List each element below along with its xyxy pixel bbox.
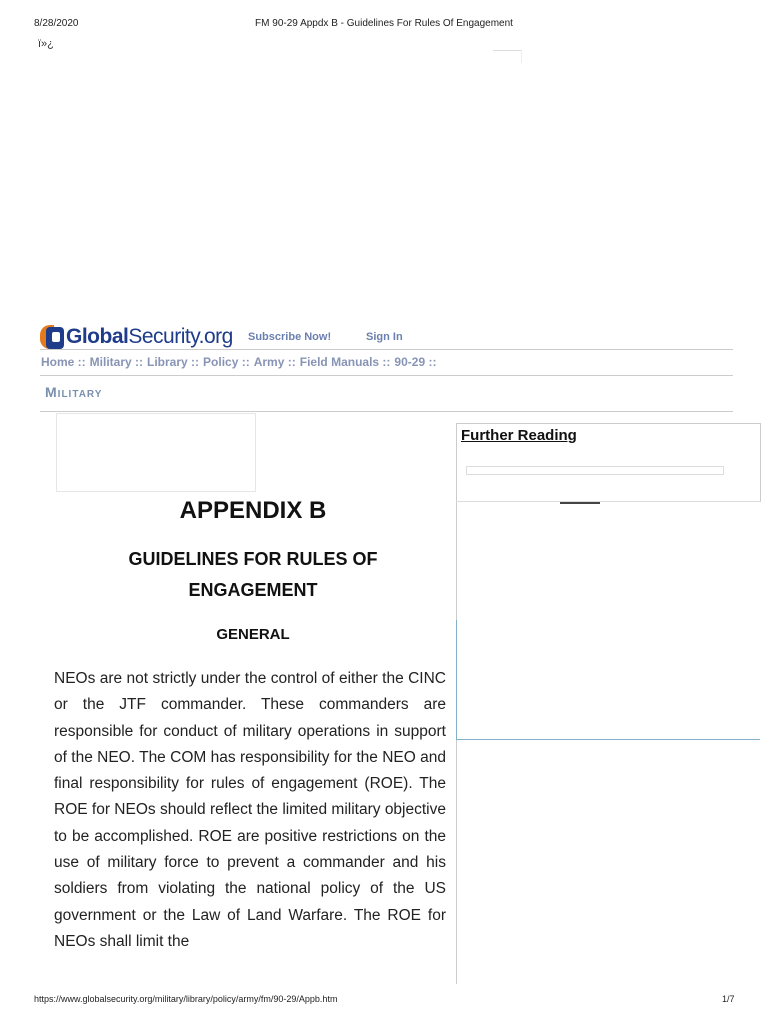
subscribe-link[interactable]: Subscribe Now! — [248, 331, 332, 343]
sign-in-link[interactable]: Sign In — [366, 331, 403, 343]
breadcrumb-90-29[interactable]: 90-29 :: — [394, 355, 437, 369]
breadcrumb-home[interactable]: Home :: — [41, 355, 86, 369]
breadcrumb-divider — [40, 375, 733, 376]
print-url: https://www.globalsecurity.org/military/library/policy/army/fm/90-29/Appb.htm — [34, 994, 338, 1004]
header-divider — [40, 349, 733, 350]
breadcrumb — [41, 355, 436, 369]
ad-placeholder — [56, 413, 256, 492]
print-page-number: 1/7 — [722, 994, 735, 1004]
page-title-line-2: ENGAGEMENT — [188, 580, 318, 600]
sidebar-accent-line — [456, 620, 457, 740]
site-logo-text — [66, 325, 233, 349]
print-date: 8/28/2020 — [34, 18, 79, 29]
sidebar-divider-mark — [560, 502, 600, 504]
logo-text-security: Security.org — [128, 325, 233, 348]
page-title — [54, 544, 452, 606]
print-page-title: FM 90-29 Appdx B - Guidelines For Rules Of Engagement — [255, 18, 513, 29]
breadcrumb-army[interactable]: Army :: — [253, 355, 296, 369]
sidebar-accent-rule — [456, 739, 760, 740]
breadcrumb-policy[interactable]: Policy :: — [203, 355, 250, 369]
sidebar-input-field[interactable] — [466, 466, 724, 475]
logo-text-global: Global — [66, 325, 129, 348]
sidebar — [456, 423, 761, 984]
breadcrumb-field-manuals[interactable]: Field Manuals :: — [299, 355, 391, 369]
section-label: Military — [45, 384, 103, 400]
breadcrumb-military[interactable]: Military :: — [89, 355, 144, 369]
globe-logo-icon — [40, 323, 64, 351]
encoding-artifact-text: ï»¿ — [38, 38, 54, 50]
further-reading-link[interactable]: Further Reading — [461, 427, 577, 444]
page-title-line-1: GUIDELINES FOR RULES OF — [128, 549, 378, 569]
empty-frame — [493, 50, 522, 63]
section-subheading: GENERAL — [216, 626, 290, 643]
appendix-heading: APPENDIX B — [179, 497, 327, 524]
body-paragraph: NEOs are not strictly under the control of either the CINC or the JTF commander. These commanders are responsible for conduct of military operations in support of the NEO. The COM has responsibility for the NEO and final responsibility for rules of engagement (ROE). The ROE for NEOs should reflect the limited military objective to be accomplished. ROE are positive restrictions on the use of military force to prevent a commander and his soldiers from violating the national policy of the US government or the Law of Land Warfare. The ROE for NEOs shall limit the — [54, 670, 446, 950]
breadcrumb-library[interactable]: Library :: — [147, 355, 200, 369]
section-divider — [40, 411, 733, 412]
